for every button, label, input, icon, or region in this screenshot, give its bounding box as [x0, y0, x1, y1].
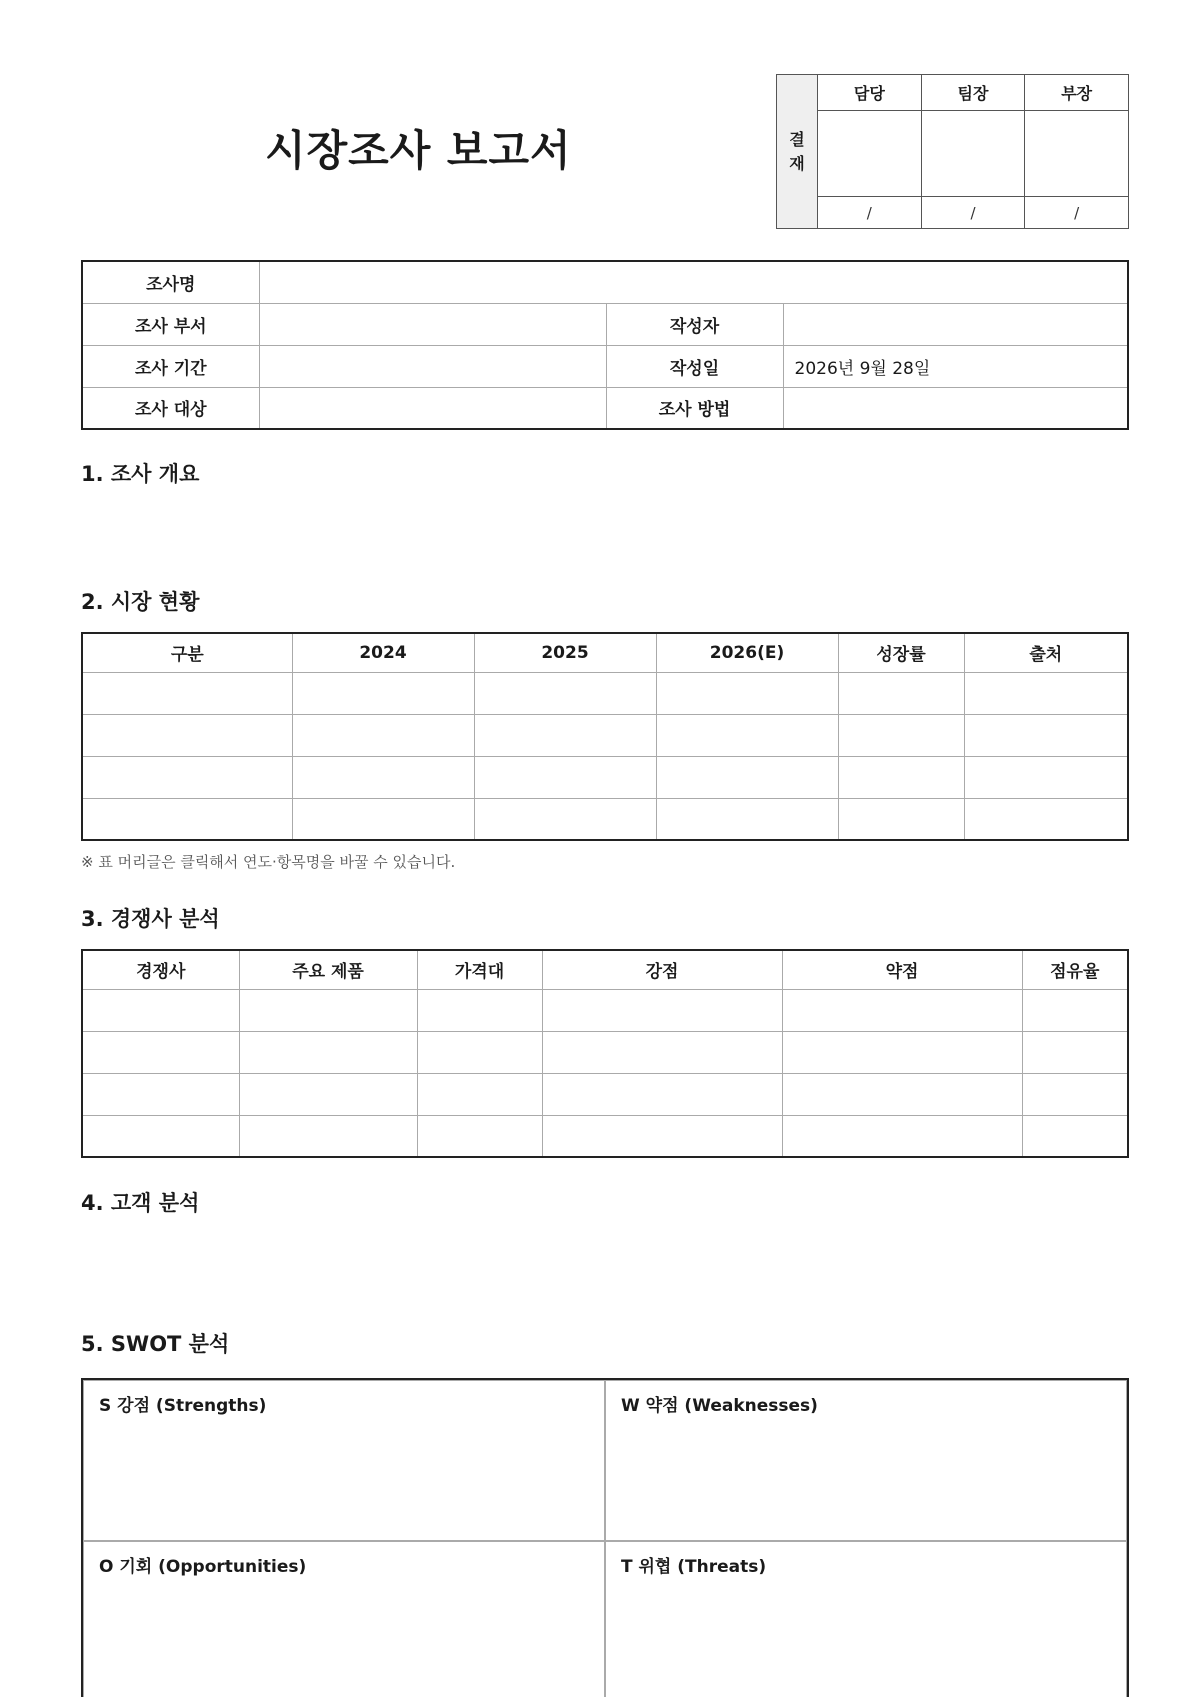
- info-table: [81, 260, 1129, 430]
- swot-opportunities-cell[interactable]: [83, 1541, 605, 1697]
- table-row: [82, 1031, 1128, 1073]
- table-cell[interactable]: [417, 1031, 542, 1073]
- target-label: 조사 대상: [82, 387, 259, 429]
- written-date-field[interactable]: 2026년 9월 28일: [783, 345, 1128, 387]
- table-cell[interactable]: [417, 1073, 542, 1115]
- table-cell[interactable]: [239, 1031, 417, 1073]
- market-header[interactable]: 구분: [82, 633, 292, 672]
- swot-opportunities-label: O 기회 (Opportunities): [99, 1556, 307, 1577]
- approval-header: 부장: [1025, 75, 1128, 111]
- written-date-label: 작성일: [606, 345, 783, 387]
- swot-threats-label: T 위협 (Threats): [621, 1556, 767, 1577]
- table-cell[interactable]: [656, 672, 838, 714]
- table-cell[interactable]: [838, 672, 964, 714]
- table-cell[interactable]: [782, 1031, 1022, 1073]
- approval-col-leader: [922, 75, 1026, 228]
- table-cell[interactable]: [474, 714, 656, 756]
- approval-header: 팀장: [922, 75, 1025, 111]
- table-row: [82, 798, 1128, 840]
- swot-threats-cell[interactable]: [605, 1541, 1127, 1697]
- competitor-header[interactable]: 경쟁사: [82, 950, 239, 989]
- approval-date[interactable]: /: [1074, 203, 1080, 222]
- approval-box: [776, 74, 1129, 229]
- table-cell[interactable]: [1022, 1031, 1128, 1073]
- table-cell[interactable]: [82, 1031, 239, 1073]
- table-cell[interactable]: [239, 1115, 417, 1157]
- table-cell[interactable]: [838, 714, 964, 756]
- table-cell[interactable]: [542, 989, 782, 1031]
- table-cell[interactable]: [656, 756, 838, 798]
- survey-name-label: 조사명: [82, 261, 259, 303]
- table-cell[interactable]: [292, 672, 474, 714]
- table-row: [82, 1115, 1128, 1157]
- section-competitor-heading: 3. 경쟁사 분석: [81, 907, 220, 931]
- table-cell[interactable]: [417, 989, 542, 1031]
- table-cell[interactable]: [782, 989, 1022, 1031]
- table-cell[interactable]: [82, 672, 292, 714]
- table-cell[interactable]: [838, 756, 964, 798]
- table-cell[interactable]: [82, 1115, 239, 1157]
- section-swot-heading: 5. SWOT 분석: [81, 1332, 230, 1356]
- author-label: 작성자: [606, 303, 783, 345]
- approval-side-char-1: 결: [789, 129, 805, 149]
- target-field[interactable]: [259, 387, 606, 429]
- approval-header: 담당: [818, 75, 921, 111]
- table-cell[interactable]: [542, 1115, 782, 1157]
- table-cell[interactable]: [474, 756, 656, 798]
- competitor-table: [81, 949, 1129, 1158]
- table-row: [82, 756, 1128, 798]
- approval-sign-area[interactable]: [818, 111, 921, 197]
- table-cell[interactable]: [542, 1073, 782, 1115]
- method-label: 조사 방법: [606, 387, 783, 429]
- competitor-header[interactable]: 약점: [782, 950, 1022, 989]
- author-field[interactable]: [783, 303, 1128, 345]
- market-header[interactable]: 성장률: [838, 633, 964, 672]
- competitor-header[interactable]: 주요 제품: [239, 950, 417, 989]
- table-row: [82, 714, 1128, 756]
- method-field[interactable]: [783, 387, 1128, 429]
- table-cell[interactable]: [964, 672, 1128, 714]
- table-cell[interactable]: [292, 798, 474, 840]
- table-cell[interactable]: [964, 756, 1128, 798]
- approval-col-manager: [1025, 75, 1128, 228]
- table-cell[interactable]: [82, 989, 239, 1031]
- swot-grid: [81, 1378, 1129, 1697]
- table-cell[interactable]: [474, 798, 656, 840]
- table-cell[interactable]: [1022, 1073, 1128, 1115]
- table-cell[interactable]: [1022, 989, 1128, 1031]
- dept-field[interactable]: [259, 303, 606, 345]
- swot-weaknesses-cell[interactable]: [605, 1380, 1127, 1541]
- table-row: [82, 672, 1128, 714]
- table-cell[interactable]: [1022, 1115, 1128, 1157]
- table-row: [82, 1073, 1128, 1115]
- table-cell[interactable]: [292, 756, 474, 798]
- approval-date[interactable]: /: [866, 203, 872, 222]
- table-header-note: ※ 표 머리글은 클릭해서 연도·항목명을 바꿀 수 있습니다.: [81, 853, 456, 871]
- approval-sign-area[interactable]: [1025, 111, 1128, 197]
- swot-strengths-label: S 강점 (Strengths): [99, 1396, 267, 1416]
- table-cell[interactable]: [964, 798, 1128, 840]
- table-cell[interactable]: [82, 714, 292, 756]
- competitor-header[interactable]: 강점: [542, 950, 782, 989]
- market-header[interactable]: 2024: [292, 633, 474, 672]
- approval-date[interactable]: /: [970, 203, 976, 222]
- swot-weaknesses-label: W 약점 (Weaknesses): [621, 1396, 818, 1416]
- table-cell[interactable]: [239, 1073, 417, 1115]
- market-header[interactable]: 2026(E): [656, 633, 838, 672]
- period-field[interactable]: [259, 345, 606, 387]
- table-cell[interactable]: [474, 672, 656, 714]
- approval-sign-area[interactable]: [922, 111, 1025, 197]
- table-cell[interactable]: [782, 1073, 1022, 1115]
- table-cell[interactable]: [417, 1115, 542, 1157]
- market-header[interactable]: 출처: [964, 633, 1128, 672]
- market-header[interactable]: 2025: [474, 633, 656, 672]
- table-cell[interactable]: [82, 1073, 239, 1115]
- table-cell[interactable]: [656, 714, 838, 756]
- table-cell[interactable]: [656, 798, 838, 840]
- table-cell[interactable]: [782, 1115, 1022, 1157]
- table-cell[interactable]: [542, 1031, 782, 1073]
- table-cell[interactable]: [82, 756, 292, 798]
- table-cell[interactable]: [838, 798, 964, 840]
- table-cell[interactable]: [964, 714, 1128, 756]
- competitor-header[interactable]: 가격대: [417, 950, 542, 989]
- period-label: 조사 기간: [82, 345, 259, 387]
- section-customer-heading: 4. 고객 분석: [81, 1191, 200, 1215]
- swot-strengths-cell[interactable]: [83, 1380, 605, 1541]
- document-title: 시장조사 보고서: [265, 126, 572, 175]
- table-cell[interactable]: [239, 989, 417, 1031]
- table-cell[interactable]: [82, 798, 292, 840]
- table-cell[interactable]: [292, 714, 474, 756]
- approval-side-char-2: 재: [789, 153, 805, 173]
- approval-col-staff: [818, 75, 922, 228]
- competitor-header[interactable]: 점유율: [1022, 950, 1128, 989]
- dept-label: 조사 부서: [82, 303, 259, 345]
- section-overview-heading: 1. 조사 개요: [81, 462, 200, 486]
- table-row: [82, 989, 1128, 1031]
- survey-name-field[interactable]: [259, 261, 1128, 303]
- market-table: [81, 632, 1129, 841]
- approval-side-label: [777, 75, 818, 228]
- section-market-heading: 2. 시장 현황: [81, 590, 200, 614]
